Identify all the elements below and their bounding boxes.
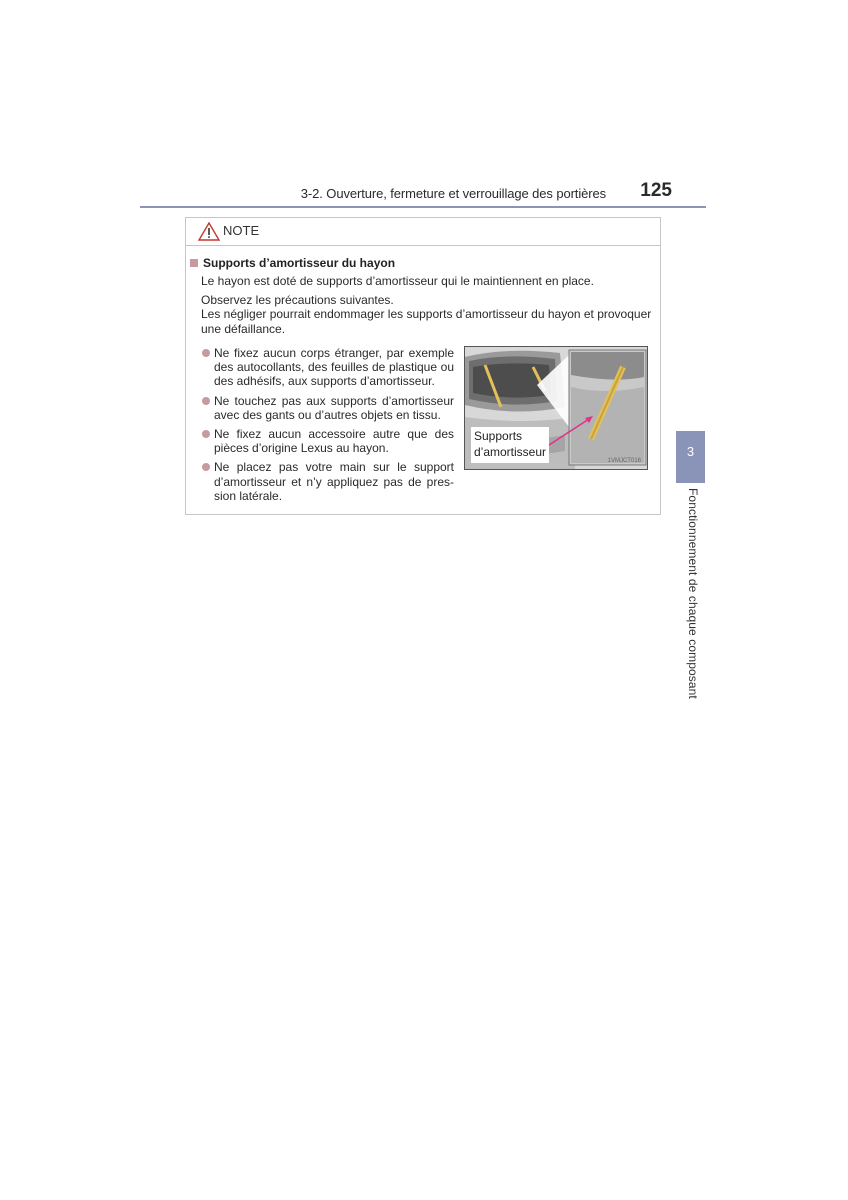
figure-code: 1VMJCT016 <box>607 458 641 464</box>
figure-callout-label <box>471 427 549 463</box>
tailgate-strut-illustration <box>464 346 648 470</box>
chapter-tab: 3 <box>676 431 705 483</box>
warning-triangle-icon <box>198 222 220 241</box>
list-item-text: Ne fixez aucun corps étranger, par exemple des autocollants, des feuilles de plastique ou des adhésifs, aux supports d’amortisseur. <box>214 346 454 389</box>
list-item <box>200 346 454 389</box>
page-number: 125 <box>640 180 672 201</box>
bullet-dot-icon <box>202 430 210 438</box>
header-divider <box>140 206 706 208</box>
note-box <box>185 217 661 515</box>
bullet-dot-icon <box>202 349 210 357</box>
figure-label-line2: d’amortisseur <box>474 445 547 459</box>
list-item-text: Ne fixez aucun accessoire autre que des pièces d’origine Lexus au hayon. <box>214 427 454 456</box>
figure-label-line1: Supports <box>474 429 523 443</box>
section-heading-text: Supports d’amortisseur du hayon <box>203 256 396 270</box>
bullet-dot-icon <box>202 397 210 405</box>
list-item-text: Ne touchez pas aux supports d’amortisseur avec des gants ou d’autres objets en tissu. <box>214 393 454 422</box>
intro-paragraph-2: Observez les précautions suivantes. <box>201 293 394 307</box>
list-item <box>200 394 454 422</box>
chapter-title-vertical: Fonctionnement de chaque composant <box>686 488 700 699</box>
intro-paragraph-3: Les négliger pourrait endommager les supports d’amortisseur du hayon et provoquer une défaillance. <box>201 307 652 336</box>
square-bullet-icon <box>190 259 198 267</box>
note-label: NOTE <box>223 223 260 238</box>
bullet-dot-icon <box>202 463 210 471</box>
header-section-title: 3-2. Ouverture, fermeture et verrouillage des portières <box>300 186 606 201</box>
list-item <box>200 427 454 455</box>
list-item-text: Ne placez pas votre main sur le support d’amortisseur et n’y appliquez pas de pression latérale. <box>214 460 454 503</box>
precautions-list <box>200 346 454 508</box>
list-item <box>200 460 454 503</box>
note-header <box>186 218 660 246</box>
intro-paragraph-1: Le hayon est doté de supports d’amortisseur qui le maintiennent en place. <box>201 274 594 288</box>
section-heading <box>190 256 395 270</box>
